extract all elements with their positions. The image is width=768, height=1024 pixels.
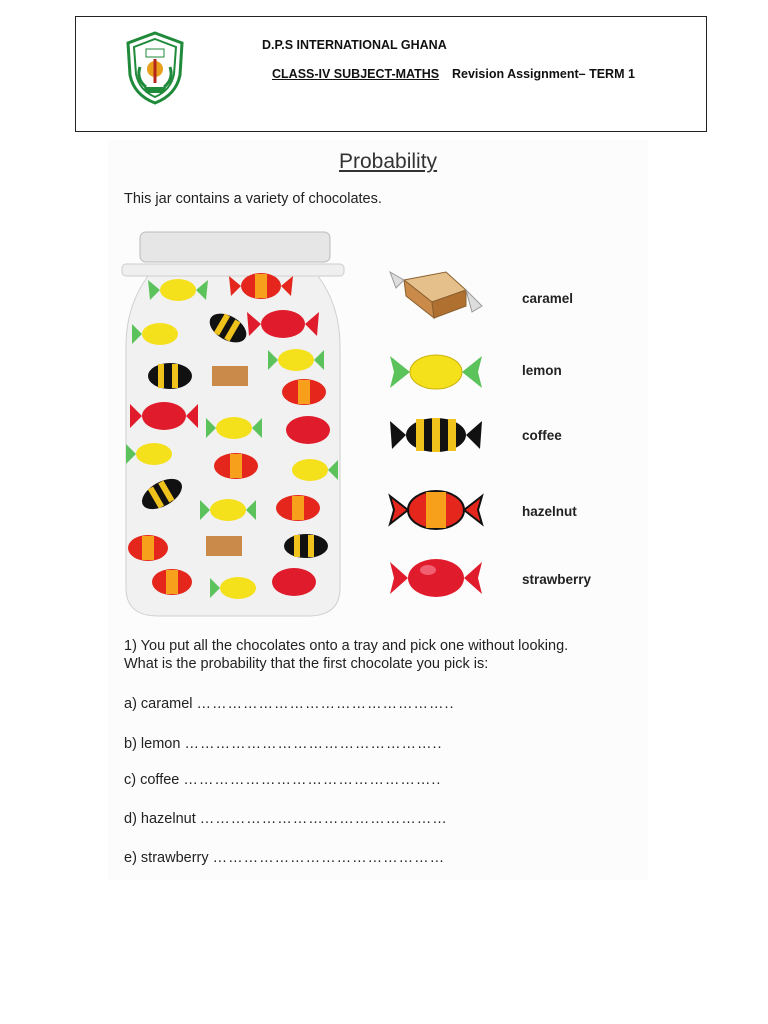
answer-label: d) hazelnut bbox=[124, 811, 196, 827]
answer-line-hazelnut[interactable] bbox=[124, 811, 448, 827]
key-label-caramel: caramel bbox=[522, 291, 574, 306]
key-label-hazelnut: hazelnut bbox=[522, 504, 577, 519]
answer-label: e) strawberry bbox=[124, 850, 209, 866]
answer-line-strawberry[interactable] bbox=[124, 850, 445, 866]
answer-line-lemon[interactable] bbox=[124, 736, 443, 752]
answer-line-coffee[interactable] bbox=[124, 772, 441, 788]
answer-blank[interactable]: ……………………………………… bbox=[212, 850, 446, 866]
answer-blank[interactable]: ………………………………………….. bbox=[184, 736, 443, 752]
answer-label: a) caramel bbox=[124, 696, 193, 712]
header-box bbox=[75, 16, 707, 132]
answer-blank[interactable]: ………………………………………….. bbox=[196, 696, 455, 712]
class-subject: CLASS-IV SUBJECT-MATHS bbox=[272, 67, 440, 81]
answer-label: c) coffee bbox=[124, 772, 180, 788]
chocolate-jar-illustration bbox=[118, 226, 348, 622]
caramel-sweet-icon bbox=[386, 266, 486, 326]
hazelnut-sweet-icon bbox=[386, 480, 486, 540]
answer-label: b) lemon bbox=[124, 736, 181, 752]
assignment-title: Revision Assignment– TERM 1 bbox=[452, 67, 635, 81]
answer-line-caramel[interactable] bbox=[124, 696, 455, 712]
school-crest-icon bbox=[124, 31, 186, 105]
worksheet-intro: This jar contains a variety of chocolates. bbox=[124, 191, 382, 207]
answer-blank[interactable]: ………………………………………….. bbox=[183, 772, 442, 788]
key-label-coffee: coffee bbox=[522, 428, 562, 443]
key-label-lemon: lemon bbox=[522, 363, 562, 378]
strawberry-sweet-icon bbox=[386, 548, 486, 608]
question-text: 1) You put all the chocolates onto a tray and pick one without looking. What is the probability that the first chocolate you pick is: bbox=[124, 638, 569, 672]
lemon-sweet-icon bbox=[386, 342, 486, 402]
worksheet-title: Probability bbox=[339, 150, 438, 173]
coffee-sweet-icon bbox=[386, 405, 486, 465]
school-name: D.P.S INTERNATIONAL GHANA bbox=[262, 38, 447, 52]
answer-blank[interactable]: ………………………………………… bbox=[199, 811, 448, 827]
key-label-strawberry: strawberry bbox=[522, 572, 592, 587]
